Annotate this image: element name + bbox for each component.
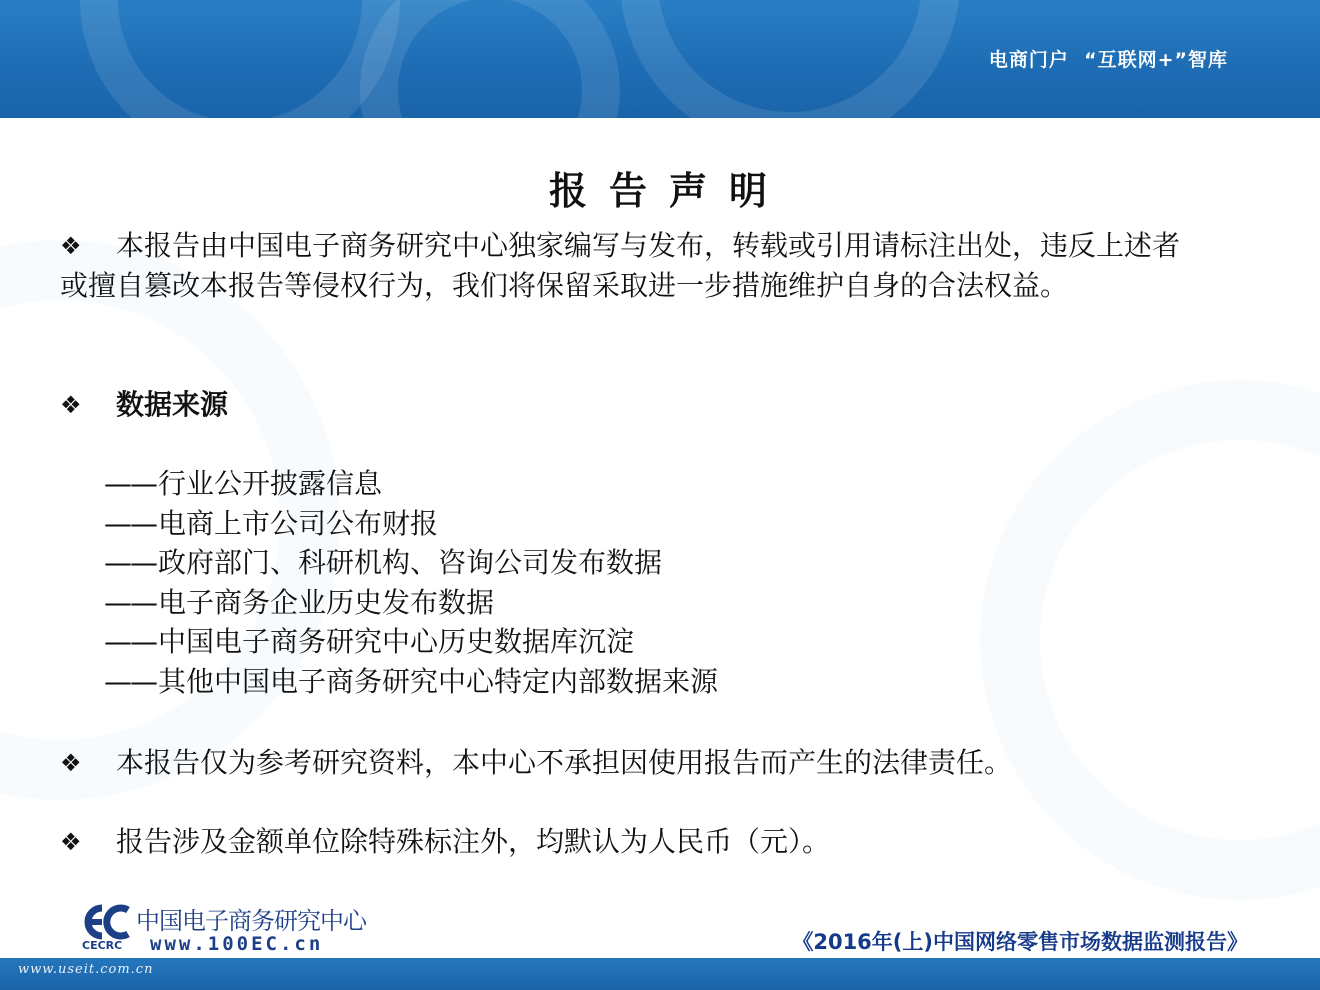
data-source-heading: 数据来源 xyxy=(116,388,229,421)
data-source-section xyxy=(60,385,1200,425)
report-name: 《2016年(上)中国网络零售市场数据监测报告》 xyxy=(792,930,1248,954)
list-item xyxy=(104,662,718,702)
dash-marker: —— xyxy=(104,467,156,500)
data-source-list xyxy=(104,464,718,702)
list-item xyxy=(104,622,718,662)
logo-url: www.100EC.cn xyxy=(150,933,324,955)
footer-banner xyxy=(0,958,1320,990)
list-item-text: 其他中国电子商务研究中心特定内部数据来源 xyxy=(158,664,719,698)
dash-marker: —— xyxy=(104,546,156,580)
cecrc-logo xyxy=(80,900,380,960)
header-swirl-1 xyxy=(80,0,400,118)
disclaimer-statement xyxy=(60,743,1200,783)
dash-marker: —— xyxy=(104,625,156,659)
header-tagline: 电商门户 “互联网+”智库 xyxy=(988,49,1228,71)
currency-note xyxy=(60,822,1200,862)
header-swirl-2 xyxy=(360,0,620,118)
copyright-statement xyxy=(60,226,1200,306)
diamond-bullet-icon: ❖ xyxy=(60,391,82,419)
watermark: www.useit.com.cn xyxy=(18,962,154,977)
list-item-text: 电商上市公司公布财报 xyxy=(158,506,439,540)
diamond-bullet-icon: ❖ xyxy=(60,232,82,260)
list-item-text: 中国电子商务研究中心历史数据库沉淀 xyxy=(158,625,635,659)
header-swirl-3 xyxy=(620,0,960,118)
ec-logo-icon xyxy=(80,902,134,942)
dash-marker: —— xyxy=(104,664,156,698)
list-item-text: 行业公开披露信息 xyxy=(158,467,383,500)
dash-marker: —— xyxy=(104,585,156,619)
list-item xyxy=(104,464,718,504)
diamond-bullet-icon: ❖ xyxy=(60,749,82,777)
copyright-text: 本报告由中国电子商务研究中心独家编写与发布，转载或引用请标注出处，违反上述者或擅自篡改本报告等侵权行为，我们将保留采取进一步措施维护自身的合法权益。 xyxy=(60,229,1181,302)
list-item xyxy=(104,543,718,583)
logo-name: 中国电子商务研究中心 xyxy=(136,907,366,935)
disclaimer-text: 本报告仅为参考研究资料，本中心不承担因使用报告而产生的法律责任。 xyxy=(116,746,1013,779)
currency-note-text: 报告涉及金额单位除特殊标注外，均默认为人民币（元）。 xyxy=(116,825,831,858)
dash-marker: —— xyxy=(104,506,156,540)
header-banner xyxy=(0,0,1320,118)
list-item-text: 电子商务企业历史发布数据 xyxy=(158,585,495,619)
page-title: 报告声明 xyxy=(548,169,789,213)
list-item xyxy=(104,583,718,623)
logo-abbreviation: CECRC xyxy=(82,939,123,952)
list-item-text: 政府部门、科研机构、咨询公司发布数据 xyxy=(158,546,663,580)
diamond-bullet-icon: ❖ xyxy=(60,828,82,856)
list-item xyxy=(104,504,718,544)
